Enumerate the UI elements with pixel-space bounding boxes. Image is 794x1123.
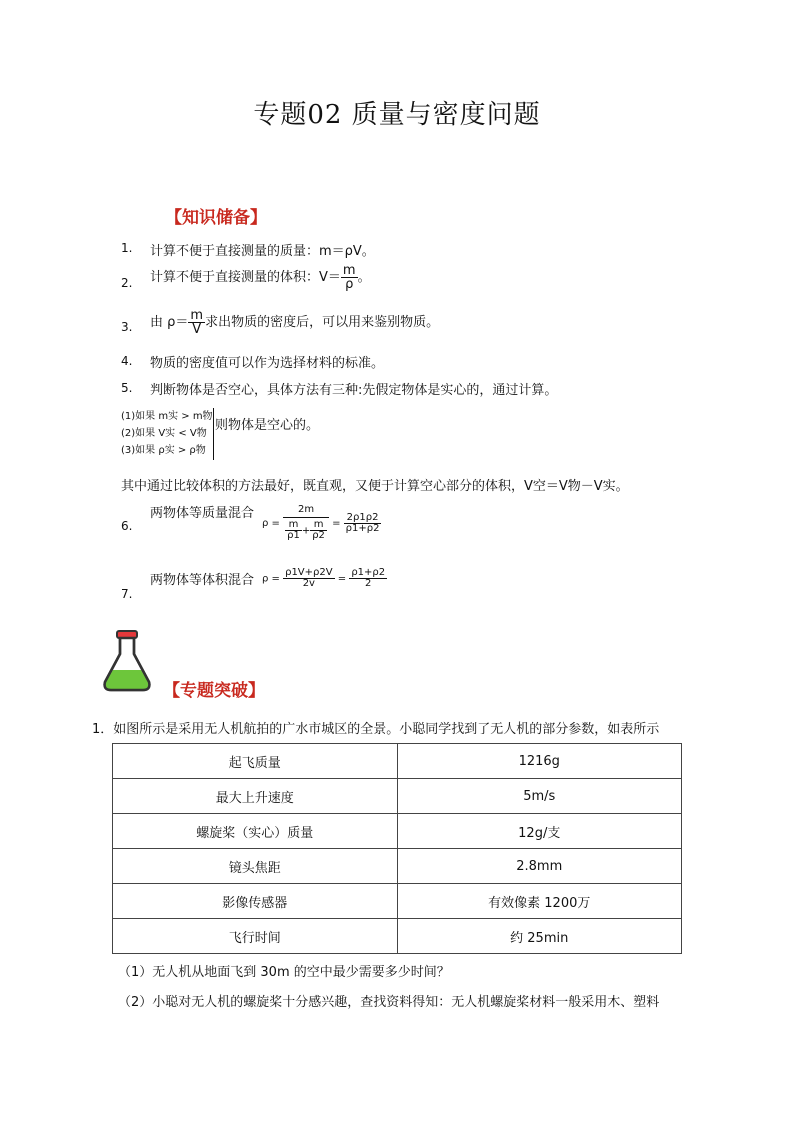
item-3-number: 3. (121, 320, 133, 334)
table-cell-value: 有效像素 1200万 (397, 884, 682, 919)
item-3-fraction (188, 309, 205, 336)
table-cell-value: 2.8mm (397, 849, 682, 884)
item-6-fraction-1 (283, 505, 329, 541)
section-knowledge-heading: 【知识储备】 (165, 208, 267, 228)
item-2-text (150, 264, 371, 291)
table-cell-param: 飞行时间 (113, 919, 398, 954)
table-cell-value: 12g/支 (397, 814, 682, 849)
item-6-result-den: ρ1+ρ2 (345, 522, 380, 534)
question-1-intro: 1．如图所示是采用无人机航拍的广水市城区的全景。小聪同学找到了无人机的部分参数，如表所示 (92, 722, 660, 737)
item-3-post: 求出物质的密度后，可以用来鉴别物质。 (205, 315, 440, 330)
drone-parameters-table (112, 743, 682, 954)
table-row (113, 884, 682, 919)
item-1-number: 1. (121, 241, 133, 255)
item-3-denominator: V (192, 322, 202, 337)
item-7-numerator-1: ρ1V+ρ2V (285, 567, 333, 578)
item-2-numerator: m (342, 263, 356, 278)
item-2-number: 2. (121, 276, 133, 290)
item-2-denominator: ρ (345, 277, 354, 292)
item-3-pre: 由 ρ＝ (150, 315, 189, 330)
item-6-result-num: 2ρ1ρ2 (344, 513, 382, 524)
item-4-text: 物质的密度值可以作为选择材料的标准。 (150, 356, 385, 371)
table-row (113, 779, 682, 814)
table-cell-param: 镜头焦距 (113, 849, 398, 884)
item-6-sub-b-num: m (310, 520, 327, 531)
item-6-sub-a-den: ρ1 (287, 530, 300, 541)
item-7-denominator-2: 2 (365, 578, 372, 589)
item-3-text (150, 309, 439, 336)
table-row (113, 744, 682, 779)
table-row (113, 919, 682, 954)
table-row (113, 814, 682, 849)
item-6-sub-a-num: m (285, 520, 302, 531)
item-2-pre: 计算不便于直接测量的体积：V＝ (150, 270, 341, 285)
item-6-fraction-2 (344, 513, 382, 534)
item-7-denominator-1: 2v (302, 578, 315, 589)
table-cell-param: 起飞质量 (113, 744, 398, 779)
table-cell-param: 最大上升速度 (113, 779, 398, 814)
question-1-part-1: （1）无人机从地面飞到 30m 的空中最少需要多少时间？ (118, 965, 450, 980)
item-7-number: 7. (121, 587, 133, 601)
item-6-sub-b-den: ρ2 (312, 530, 325, 541)
table-cell-param: 影像传感器 (113, 884, 398, 919)
item-7-fraction-2 (349, 568, 387, 589)
item-2-post: 。 (357, 270, 371, 285)
hollow-conditions (121, 408, 213, 459)
item-1-text: 计算不便于直接测量的质量：m＝ρV。 (150, 244, 375, 259)
condition-brace (209, 408, 214, 460)
item-7-fraction-1 (283, 568, 334, 589)
question-1-part-2: （2）小聪对无人机的螺旋桨十分感兴趣，查找资料得知：无人机螺旋桨材料一般采用木、塑料 (118, 995, 660, 1010)
item-5-text: 判断物体是否空心，具体方法有三种:先假定物体是实心的，通过计算。 (150, 383, 558, 398)
item-6-denominator-1: $\frac{m}{\rho 1}$ + $\frac{m}{\rho 2}$ (287, 519, 325, 541)
page-title: 专题02 质量与密度问题 (253, 100, 541, 130)
table-cell-value: 5m/s (397, 779, 682, 814)
item-7-numerator-2: ρ1+ρ2 (351, 567, 386, 578)
condition-3: (3)如果 ρ实 > ρ物 (121, 445, 206, 456)
item-6-label: 两物体等质量混合 (150, 506, 255, 521)
item-3-numerator: m (190, 308, 204, 323)
flask-icon (100, 628, 154, 694)
item-4-number: 4. (121, 354, 133, 368)
item-7-formula: ρ = $\frac{\rho 1V+\rho 2V}{2v}$ = $\frac{\rho 1+\rho 2}{2}$ (262, 567, 386, 589)
condition-1: (1)如果 m实 > m物 (121, 411, 213, 422)
item-7-rho: ρ = (262, 573, 280, 585)
table-cell-value: 1216g (397, 744, 682, 779)
condition-result: 则物体是空心的。 (215, 418, 320, 433)
item-5-number: 5. (121, 381, 133, 395)
item-6-sub-fraction-a (285, 520, 302, 541)
item-6-formula: ρ = 2m $\frac{m}{\rho 1}$ + $\frac{m}{\rho 2}$ = $\frac{2\rho 1\rho 2}{\rho 1+\rho 2}$ (262, 504, 380, 541)
section-breakthrough-heading: 【专题突破】 (163, 681, 265, 701)
item-2-fraction (341, 264, 358, 291)
item-7-label: 两物体等体积混合 (150, 573, 255, 588)
table-row (113, 849, 682, 884)
condition-2: (2)如果 V实 < V物 (121, 428, 207, 439)
table-cell-value: 约 25min (397, 919, 682, 954)
item-6-sub-fraction-b (310, 520, 327, 541)
item-6-number: 6. (121, 519, 133, 533)
item-6-rho: ρ = (262, 518, 280, 529)
item-6-numerator-1: 2m (283, 505, 329, 518)
volume-note: 其中通过比较体积的方法最好，既直观，又便于计算空心部分的体积，V空＝V物－V实。 (121, 479, 629, 494)
table-cell-param: 螺旋桨（实心）质量 (113, 814, 398, 849)
